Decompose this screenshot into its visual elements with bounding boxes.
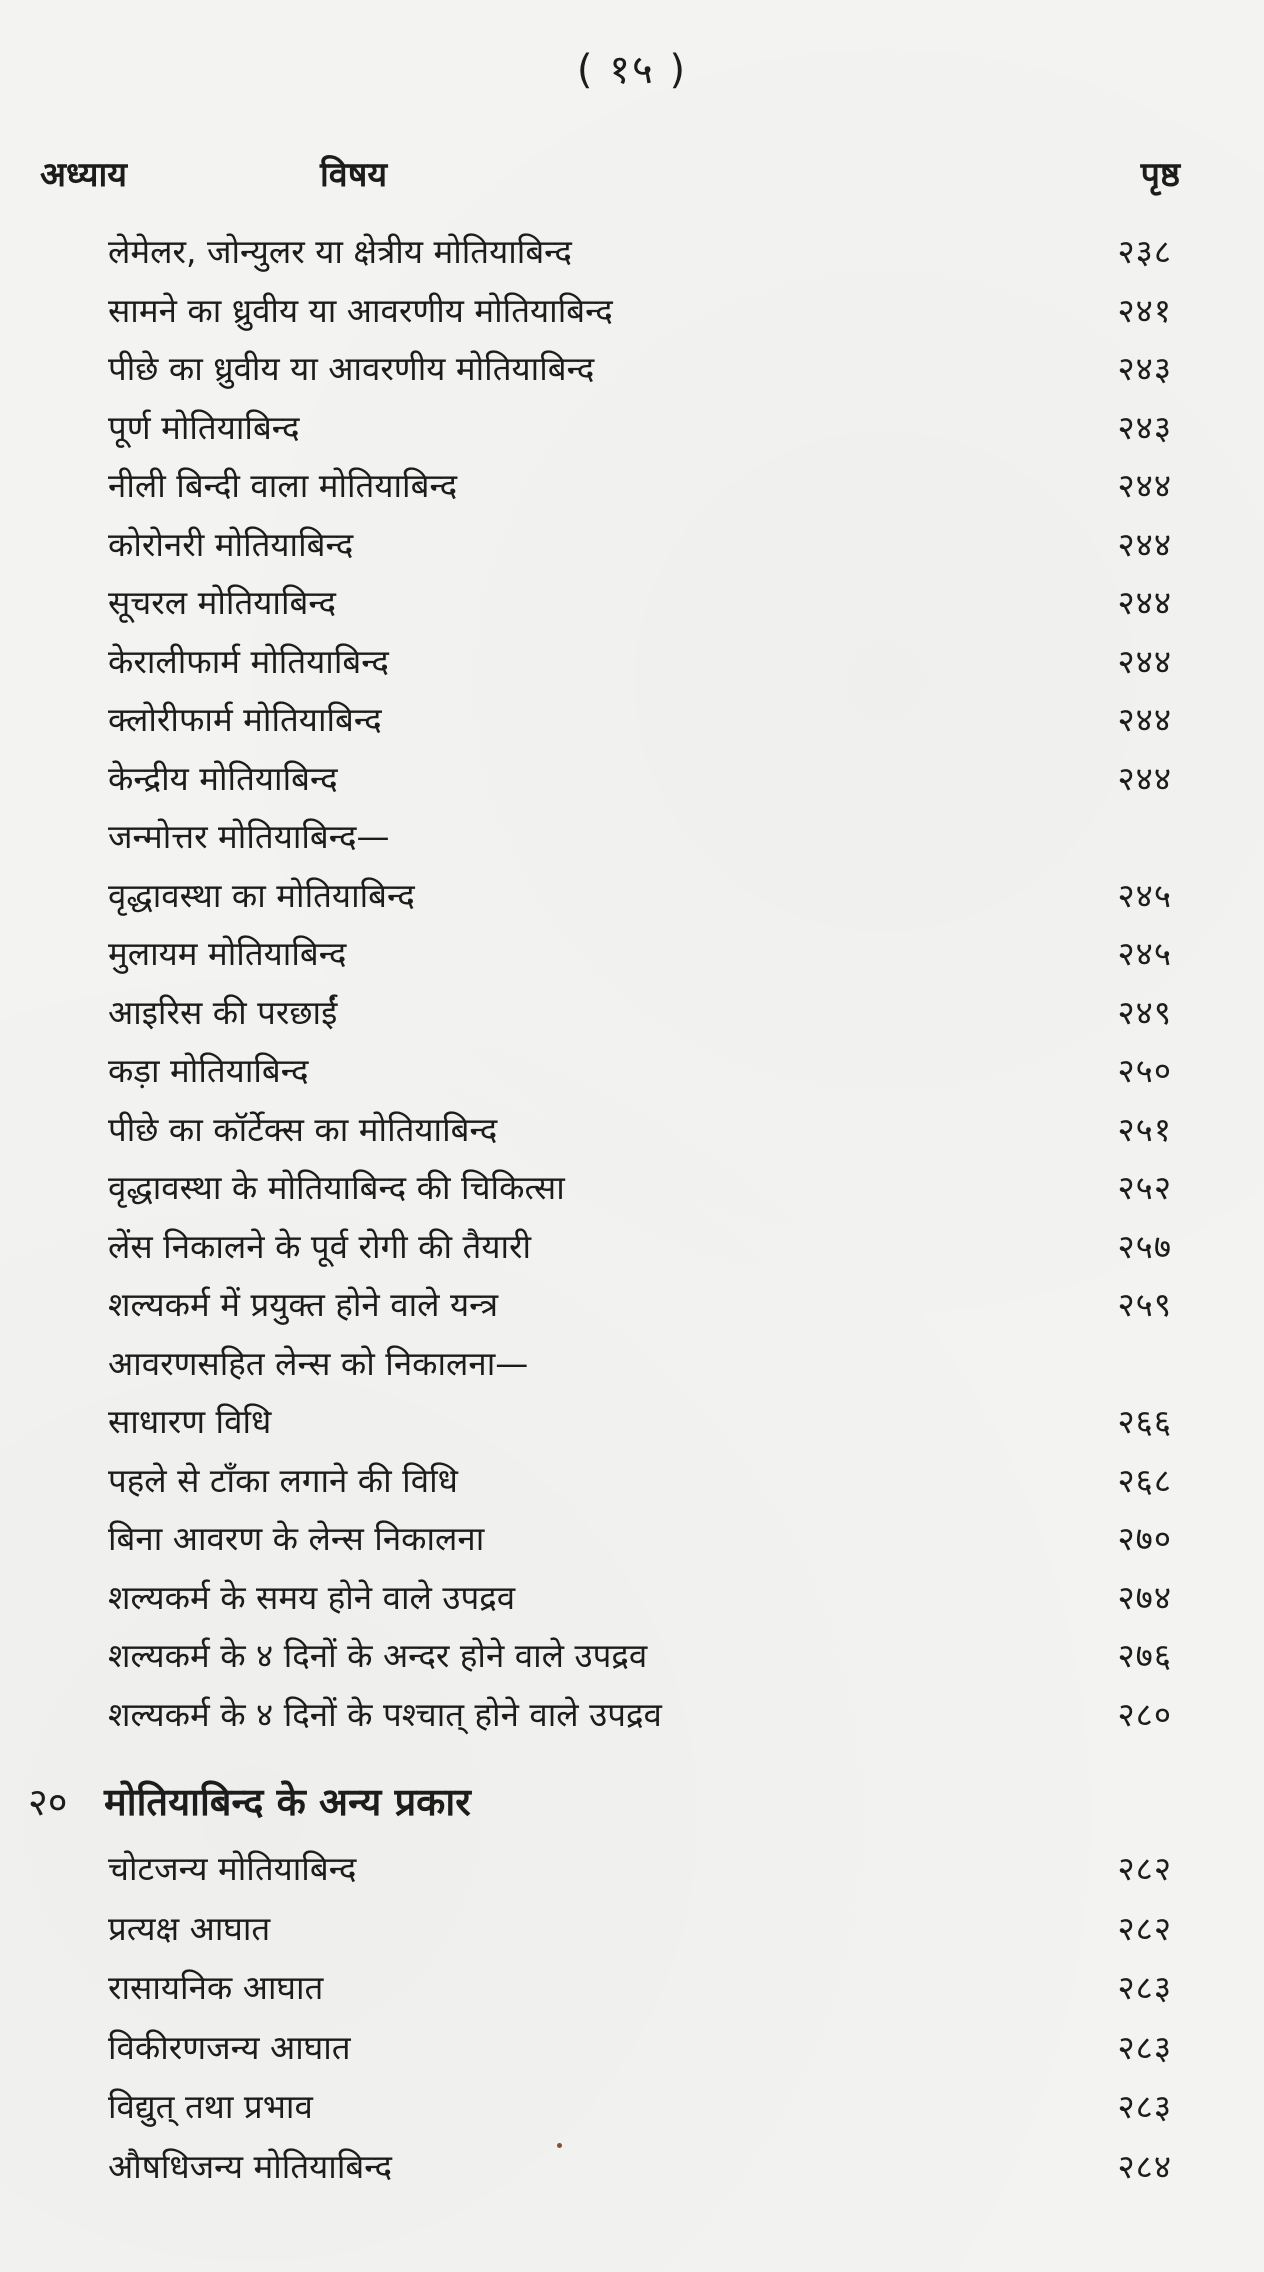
toc-entry <box>0 1457 1264 1516</box>
toc-entry <box>0 696 1264 755</box>
toc-entry <box>0 1905 1264 1965</box>
toc-entry-title: केरालीफार्म मोतियाबिन्द <box>108 641 389 681</box>
toc-entry-title: कड़ा मोतियाबिन्द <box>108 1051 309 1090</box>
toc-entry <box>0 755 1264 814</box>
toc-entry-page: २७६ <box>1117 1636 1172 1675</box>
toc-entry-page: २४४ <box>1117 466 1172 505</box>
toc-entry-title: कोरोनरी मोतियाबिन्द <box>108 524 354 564</box>
toc-entry <box>0 1845 1264 1905</box>
chapter-title: मोतियाबिन्द के अन्य प्रकार <box>104 1780 471 1824</box>
toc-entry-page: २४३ <box>1117 407 1172 447</box>
toc-entry-title: शल्यकर्म के समय होने वाले उपद्रव <box>108 1577 516 1617</box>
toc-entry-title: मुलायम मोतियाबिन्द <box>108 934 347 973</box>
toc-entry <box>0 579 1264 638</box>
toc-entry-title: लेमेलर, जोन्युलर या क्षेत्रीय मोतियाबिन्द <box>108 232 572 271</box>
toc-entry-page: २८३ <box>1117 1968 1172 2007</box>
toc-entry-page: २४४ <box>1117 641 1172 681</box>
toc-entry <box>0 287 1264 346</box>
toc-entry <box>0 2143 1264 2203</box>
toc-entry-title: लेंस निकालने के पूर्व रोगी की तैयारी <box>108 1226 532 1266</box>
header-page-label: पृष्ठ <box>1140 155 1180 195</box>
toc-entry-title: साधारण विधि <box>108 1402 272 1441</box>
toc-entry <box>0 1164 1264 1223</box>
toc-entry-page: २८० <box>1117 1694 1172 1734</box>
toc-entry <box>0 228 1264 287</box>
toc-entry-page: २४४ <box>1117 700 1172 739</box>
toc-entry-page: २७० <box>1117 1519 1172 1558</box>
toc-entry <box>0 462 1264 521</box>
toc-entry-title: औषधिजन्य मोतियाबिन्द <box>108 2146 392 2186</box>
toc-entry-page: २४४ <box>1117 583 1172 622</box>
toc-entry-page: २६६ <box>1117 1402 1172 1441</box>
chapter-heading <box>0 1775 1264 1835</box>
toc-entry <box>0 872 1264 931</box>
toc-entry-page: २४४ <box>1117 758 1172 798</box>
toc-entry-page: २८२ <box>1117 1849 1172 1888</box>
toc-entry <box>0 1340 1264 1399</box>
toc-entry-page: २३८ <box>1117 232 1172 271</box>
toc-entry-title: सूचरल मोतियाबिन्द <box>108 583 337 622</box>
toc-entry-title: बिना आवरण के लेन्स निकालना <box>108 1519 485 1558</box>
toc-entry <box>0 1223 1264 1282</box>
toc-entry-page: २४४ <box>1117 524 1172 564</box>
paper-speck <box>557 2143 562 2148</box>
toc-entry <box>0 2083 1264 2143</box>
toc-header <box>40 150 1180 200</box>
toc-entry-page: २८२ <box>1117 1908 1172 1948</box>
toc-entry <box>0 404 1264 463</box>
toc-entry <box>0 1964 1264 2024</box>
toc-entry <box>0 930 1264 989</box>
toc-entry-title: क्लोरीफार्म मोतियाबिन्द <box>108 700 382 739</box>
toc-entry-page: २४५ <box>1117 934 1172 973</box>
toc-entry-page: २५७ <box>1117 1226 1172 1266</box>
toc-entry-page: २८४ <box>1117 2146 1172 2186</box>
chapter-number: २० <box>28 1780 68 1824</box>
header-subject-label: विषय <box>320 155 388 195</box>
toc-entry-page: २७४ <box>1117 1577 1172 1617</box>
toc-entry-page: २४३ <box>1117 349 1172 388</box>
toc-entry-title: शल्यकर्म में प्रयुक्त होने वाले यन्त्र <box>108 1285 499 1324</box>
toc-entry-page: २८३ <box>1117 2087 1172 2126</box>
toc-entry-title: चोटजन्य मोतियाबिन्द <box>108 1849 357 1888</box>
toc-entry-title: रासायनिक आघात <box>108 1968 324 2007</box>
toc-entry-page: २५९ <box>1117 1285 1172 1324</box>
page-number: ( १५ ) <box>576 47 688 93</box>
toc-entry <box>0 521 1264 580</box>
toc-entry-title: केन्द्रीय मोतियाबिन्द <box>108 758 338 798</box>
toc-list <box>0 228 1264 1749</box>
toc-entry <box>0 1574 1264 1633</box>
toc-entry-title: वृद्धावस्था के मोतियाबिन्द की चिकित्सा <box>108 1168 565 1207</box>
toc-entry-page: २४१ <box>1117 290 1172 330</box>
toc-entry-title: वृद्धावस्था का मोतियाबिन्द <box>108 875 415 915</box>
toc-entry-title: आइरिस की परछाईं <box>108 992 338 1032</box>
toc-entry-title: प्रत्यक्ष आघात <box>108 1908 271 1948</box>
toc-entry <box>0 345 1264 404</box>
toc-entry <box>0 1281 1264 1340</box>
toc-entry <box>0 1398 1264 1457</box>
toc-entry <box>0 638 1264 697</box>
toc-entry-title: जन्मोत्तर मोतियाबिन्द— <box>108 817 390 856</box>
toc-entry-page: २५२ <box>1117 1168 1172 1207</box>
toc-entry-page: २४५ <box>1117 875 1172 915</box>
toc-entry-page: २४९ <box>1117 992 1172 1032</box>
toc-entry <box>0 1106 1264 1165</box>
toc-entry-page: २५० <box>1117 1051 1172 1090</box>
toc-entry-title: सामने का ध्रुवीय या आवरणीय मोतियाबिन्द <box>108 290 613 330</box>
toc-entry <box>0 1515 1264 1574</box>
toc-entry-title: पीछे का कॉर्टेक्स का मोतियाबिन्द <box>108 1109 498 1149</box>
toc-entry-title: पूर्ण मोतियाबिन्द <box>108 407 300 447</box>
toc-entry-title: विद्युत् तथा प्रभाव <box>108 2087 313 2126</box>
toc-entry-title: विकीरणजन्य आघात <box>108 2027 351 2067</box>
toc-entry <box>0 2024 1264 2084</box>
toc-entry-page: २५१ <box>1117 1109 1172 1149</box>
toc-entry-title: पहले से टाँका लगाने की विधि <box>108 1460 458 1500</box>
header-chapter-label: अध्याय <box>40 155 128 195</box>
toc-entry-title: आवरणसहित लेन्स को निकालना— <box>108 1343 529 1383</box>
toc-entry-title: नीली बिन्दी वाला मोतियाबिन्द <box>108 466 458 505</box>
toc-entry <box>0 1691 1264 1750</box>
toc-list-chapter-20 <box>0 1845 1264 2202</box>
toc-entry <box>0 1632 1264 1691</box>
toc-entry-page: २६८ <box>1117 1460 1172 1500</box>
toc-entry-title: पीछे का ध्रुवीय या आवरणीय मोतियाबिन्द <box>108 349 595 388</box>
toc-entry-title: शल्यकर्म के ४ दिनों के पश्चात् होने वाले उपद्रव <box>108 1694 662 1734</box>
toc-entry-title: शल्यकर्म के ४ दिनों के अन्दर होने वाले उपद्रव <box>108 1636 648 1675</box>
toc-entry-page: २८३ <box>1117 2027 1172 2067</box>
toc-entry <box>0 989 1264 1048</box>
toc-entry <box>0 1047 1264 1106</box>
toc-entry <box>0 813 1264 872</box>
